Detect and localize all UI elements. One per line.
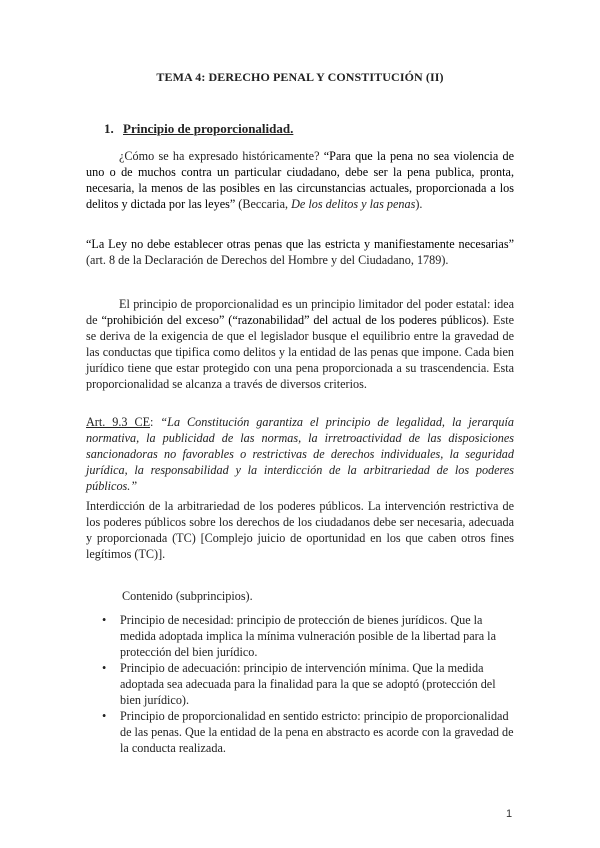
bullet-text: Principio de proporcionalidad en sentido estricto: principio de proporcionalidad de las penas. Que la entidad de la pena en abstracto es acorde con la gravedad de la conducta realizada. bbox=[120, 709, 514, 755]
section-number: 1. bbox=[104, 121, 114, 136]
section-heading bbox=[104, 121, 293, 137]
p3-c: . Este se deriva de la exigencia de que el legislador busque el equilibrio entre la gravedad de las conductas que tipifica como delitos y la entidad de las penas que impone. Cada bien jurídico tiene que estar protegido con una pena proporcionada a su trascendencia. Esta proporcionalidad se alcanza a través de diversos criterios. bbox=[86, 313, 514, 391]
article-quote: “La Constitución garantiza el principio de legalidad, la jerarquía normativa, la publicidad de las normas, la irretroactividad de las disposiciones sancionadoras no favorables o restrictivas de derechos individuales, la seguridad jurídica, la responsabilidad y la interdicción de la arbitrariedad de los poderes públicos.” bbox=[86, 415, 514, 493]
bullet-icon: • bbox=[102, 661, 107, 675]
page-number: 1 bbox=[506, 808, 513, 820]
section-label: Principio de proporcionalidad. bbox=[123, 121, 294, 136]
paragraph-article bbox=[86, 414, 514, 494]
list-item bbox=[86, 612, 514, 660]
bullet-icon: • bbox=[102, 709, 107, 723]
p1-quote: “Para que la pena no sea violencia de uno o de muchos contra un particular ciudadano, debe ser la pena publica, pronta, necesaria, la menos de las posibles en las circunstancias actuales, proporcionada a los delitos y dictada por las leyes” bbox=[86, 149, 514, 211]
list-item bbox=[86, 708, 514, 756]
list-item bbox=[86, 660, 514, 708]
contenido-heading: Contenido (subprincipios). bbox=[122, 589, 253, 603]
p2-quote: “La Ley no debe establecer otras penas que las estricta y manifiestamente necesarias” bbox=[86, 237, 514, 251]
p1-lead: ¿Cómo se ha expresado históricamente? bbox=[119, 149, 324, 163]
bullet-icon: • bbox=[102, 613, 107, 627]
p3-b: “prohibición del exceso” (“razonabilidad” del actual de los poderes públicos) bbox=[101, 313, 487, 327]
paragraph-declaracion bbox=[86, 236, 514, 268]
bullet-text: Principio de adecuación: principio de intervención mínima. Que la medida adoptada sea adecuada para la finalidad para la que se adoptó (protección del bien jurídico). bbox=[120, 661, 496, 707]
article-ref: Art. 9.3 CE bbox=[86, 415, 151, 429]
p1-author: (Beccaria, bbox=[235, 197, 292, 211]
paragraph-principio bbox=[86, 296, 514, 392]
page-title: TEMA 4: DERECHO PENAL Y CONSTITUCIÓN (II) bbox=[156, 70, 444, 84]
article-colon: : bbox=[150, 415, 161, 429]
subprinciples-list bbox=[86, 612, 514, 756]
paragraph-beccaria bbox=[86, 148, 514, 212]
p3-a: El principio de proporcionalidad es un principio limitador del poder estatal: idea de bbox=[86, 297, 514, 327]
p1-book: De los delitos y las penas bbox=[291, 197, 416, 211]
paragraph-interdiccion: Interdicción de la arbitrariedad de los poderes públicos. La intervención restrictiva de los poderes públicos sobre los derechos de los ciudadanos debe ser necesaria, adecuada y proporcionada (TC) [Complejo juicio de oportunidad en los que caben otros fines legítimos (TC)]. bbox=[86, 499, 514, 561]
p2-ref: (art. 8 de la Declaración de Derechos del Hombre y del Ciudadano, 1789). bbox=[86, 253, 449, 267]
p1-close: ). bbox=[415, 197, 423, 211]
bullet-text: Principio de necesidad: principio de protección de bienes jurídicos. Que la medida adoptada implica la mínima vulneración posible de la libertad para la protección del bien jurídico. bbox=[120, 613, 496, 659]
